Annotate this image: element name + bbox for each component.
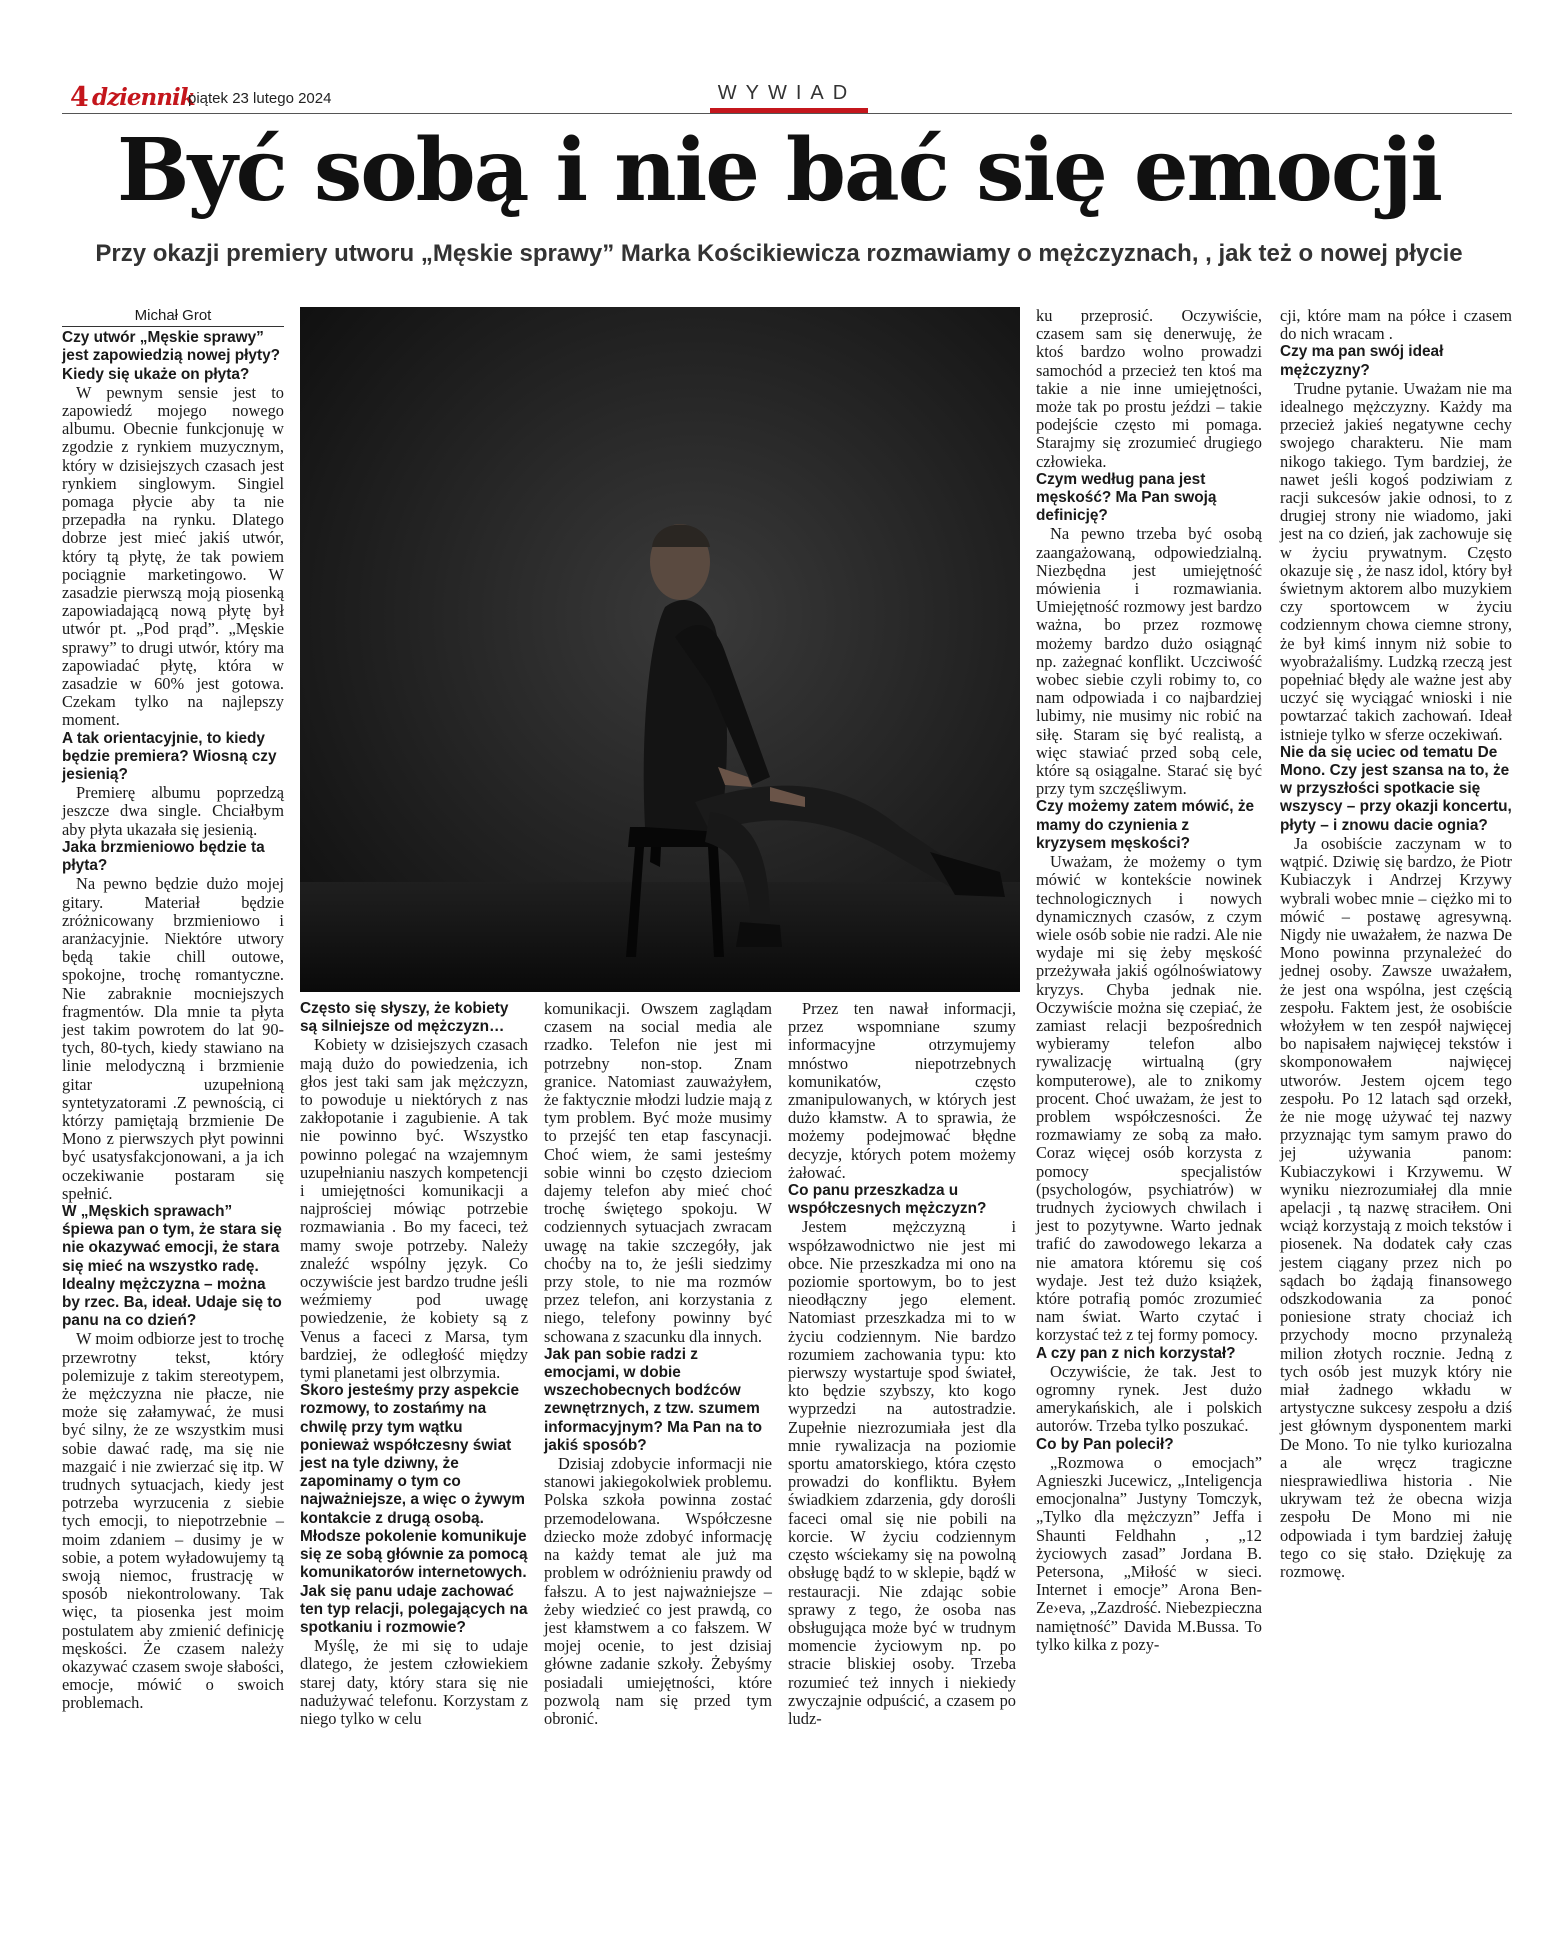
- byline: Michał Grot: [62, 307, 284, 327]
- column-5: [1036, 307, 1262, 1654]
- column-6: [1280, 307, 1512, 1581]
- column-4: [788, 1000, 1016, 1728]
- interview-answer: Oczywiście, że tak. Jest to ogromny rynek. Jest dużo amerykańskich, ale i polskich autorów. Trzeba tylko poszukać.: [1036, 1361, 1262, 1436]
- interview-question: Co by Pan polecił?: [1036, 1435, 1174, 1453]
- interview-question: Nie da się uciec od tematu De Mono. Czy jest szansa na to, że w przyszłości spotkacie się wszyscy – przy okazji koncertu, płyty – i znowu dacie ognia?: [1280, 743, 1512, 834]
- interview-answer: Uważam, że możemy o tym mówić w kontekście nowinek technologicznych i nowych dynamicznych czasów, z czym wiele osób sobie nie radzi. Ale nie wydaje mi się żeby męskość przeżywała jakiś ogólnoświatowy kryzys. Chyba jednak nie. Oczywiście można się czepiać, że zamiast relacji bezpośrednich wybieramy telefon albo rywalizację wirtualną (gry komputerowe), ale to znikomy procent. Choć uważam, że jest to problem współczesności. Że rozmawiamy ze sobą za mało. Coraz więcej osób korzysta z pomocy specjalistów (psychologów, psychiatrów) w trudnych życiowych chwilach i jest to pozytywne. Warto jednak trafić do zawodowego lekarza a nie amatora któremu się coś wydaje. Jest też dużo książek, które potrafią pomóc zrozumieć nam świat. Warto czytać i korzystać też z tej formy pomocy.: [1036, 852, 1262, 1345]
- column-1-text: [62, 329, 284, 1712]
- interview-question: Czy utwór „Męskie sprawy” jest zapowiedzią nowej płyty? Kiedy się ukaże on płyta?: [62, 329, 281, 383]
- column-1: [62, 307, 284, 1713]
- interview-question: Czy ma pan swój ideał mężczyzny?: [1280, 343, 1444, 379]
- interview-answer: komunikacji. Owszem zaglądam czasem na social media ale rzadko. Telefon nie jest mi potrzebny non-stop. Znam granice. Natomiast zauważyłem, że faktycznie młodzi ludzie mają z tym problem. Być może musimy to przejść ten etap fascynacji. Choć wiem, że sami jesteśmy sobie winni bo często dzieciom dajemy telefon aby mieć choć trochę świętego spokoju. W codziennych sytuacjach zwracam uwagę na takie szczegóły, jak choćby na to, że jeśli siedzimy przy stole, to nie ma rozmów przez telefon, ani korzystania z niego, telefony powinny być schowana z szacunku dla innych.: [544, 999, 772, 1346]
- article-subheadline: Przy okazji premiery utworu „Męskie sprawy” Marka Kościkiewicza rozmawiamy o mężczyznach, , jak też o nowej płycie: [95, 240, 1463, 267]
- interview-answer: ku przeprosić. Oczywiście, czasem sam się denerwuję, że ktoś bardzo wolno prowadzi samochód a przecież ten ktoś ma takie a nie inne umiejętności, może tak po prostu jeździ – takie podejście często mi pomaga. Starajmy się zrozumieć drugiego człowieka.: [1036, 306, 1262, 471]
- column-5-text: [1036, 307, 1262, 1654]
- interview-answer: Dzisiaj zdobycie informacji nie stanowi jakiegokolwiek problemu. Polska szkoła powinna zostać przemodelowana. Współczesne dziecko może zdobyć informację na każdy temat ale już ma problem w odróżnieniu prawdy od fałszu. A to jest najważniejsze – żeby wiedzieć co jest prawdą, co jest kłamstwem a co fałszem. W mojej ocenie, to jest dzisiaj główne zadanie szkoły. Żebyśmy posiadali umiejętności, które pozwolą nam się przed tym obronić.: [544, 1454, 772, 1728]
- interview-answer: Kobiety w dzisiejszych czasach mają dużo do powiedzenia, ich głos jest taki sam jak mężczyzn, to powoduje u niektórych z nas zakłopotanie i zagubienie. A tak nie powinno być. Wszystko powinno polegać na wzajemnym uzupełnianiu naszych kompetencji i umiejętności komunikacji a najprościej mówiąc potrzebie rozmawiania . Bo my faceci, też mamy swoje potrzeby. Należy znaleźć wspólny język. Co oczywiście jest bardzo trudne jeśli weźmiemy pod uwagę powiedzenie, że kobiety są z Venus a faceci z Marsa, tym bardziej, że odległość między tymi planetami jest olbrzymia.: [300, 1035, 528, 1383]
- column-2: [300, 1000, 528, 1728]
- interview-question: A czy pan z nich korzystał?: [1036, 1344, 1236, 1362]
- interview-question: Jak pan sobie radzi z emocjami, w dobie wszechobecnych bodźców zewnętrznych, z tzw. szumem informacyjnym? Ma Pan na to jakiś sposób?: [544, 1345, 763, 1454]
- interview-answer: Jestem mężczyzną i współzawodnictwo nie jest mi obce. Nie przeszkadza mi ono na poziomie sportowym, bo to jest nieodłączny jego element. Natomiast przeszkadza mi to w życiu codziennym. Nie bardzo rozumiem zachowania typu: kto pierwszy wystartuje spod świateł, kto będzie szybszy, kto kogo wyprzedzi na autostradzie. Zupełnie niezrozumiała jest dla mnie rywalizacja na poziomie sportu amatorskiego, która często prowadzi do konfliktu. Byłem świadkiem zdarzenia, gdy dorośli faceci omal się nie pobili na korcie. W życiu codziennym często wściekamy się na powolną obsługę bądź to w sklepie, bądź w restauracji. Nie zdając sobie sprawy z tego, że osoba nas obsługująca może być w trudnym momencie życiowym np. po stracie bliskiej osoby. Trzeba rozumieć też innych i niekiedy zwyczajnie odpuścić, a czasem po ludz-: [788, 1217, 1016, 1728]
- interview-question: Często się słyszy, że kobiety są silniejsze od mężczyzn…: [300, 1000, 509, 1036]
- column-3: [544, 1000, 772, 1728]
- interview-answer: Na pewno będzie dużo mojej gitary. Materiał będzie zróżnicowany brzmieniowo i aranżacyjnie. Niektóre utwory będą takie chill outowe, spokojne, trochę romantyczne. Nie zabraknie mocniejszych fragmentów. Dla mnie ta płyta jest takim powrotem do lat 90-tych, 80-tych, kiedy stawiano na linie melodyczną i brzmienie gitar uzupełnioną syntetyzatorami .Z pewnością, ci którzy pamiętają brzmienie De Mono z pierwszych płyt powinni być usatysfakcjonowani, a ja ich oczekiwanie postaram się spełnić.: [62, 874, 284, 1203]
- interview-question: Skoro jesteśmy przy aspekcie rozmowy, to zostańmy na chwilę przy tym wątku ponieważ współczesny świat jest na tyle dziwny, że zapominamy o tym co najważniejsze, a więc o żywym kontakcie z drugą osobą. Młodsze pokolenie komunikuje się ze sobą głównie za pomocą komunikatorów internetowych. Jak się panu udaje zachować ten typ relacji, polegających na spotkaniu i rozmowie?: [300, 1382, 528, 1636]
- interview-question: W „Męskich sprawach” śpiewa pan o tym, że stara się nie okazywać emocji, że stara się mieć na wszystko radę. Idealny mężczyzna – można by rzec. Ba, ideał. Udaje się to panu na co dzień?: [62, 1202, 282, 1330]
- interview-answer: „Rozmowa o emocjach” Agnieszki Jucewicz, „Inteligencja emocjonalna” Justyny Tomczyk, „Tylko dla mężczyzn” Jeffa i Shaunti Feldhahn , „12 życiowych zasad” Jordana B. Petersona, „Miłość w sieci. Internet i emocje” Arona Ben-Ze›eva, „Zazdrość. Niebezpieczna namiętność” Davida M.Bussa. To tylko kilka z pozy-: [1036, 1452, 1262, 1654]
- interview-question: A tak orientacyjnie, to kiedy będzie premiera? Wiosną czy jesienią?: [62, 729, 277, 784]
- interview-question: Czy możemy zatem mówić, że mamy do czynienia z kryzysem męskości?: [1036, 798, 1255, 852]
- interview-answer: Ja osobiście zaczynam w to wątpić. Dziwię się bardzo, że Piotr Kubiaczyk i Andrzej Krzywy wybrali wobec mnie – ciężko mi to mówić – postawę agresywną. Nigdy nie uważałem, że nazwa De Mono powinna przynależeć do jednej osoby. Zawsze uważałem, że jest ona wspólna, jest częścią zespołu. Faktem jest, że osobiście włożyłem w ten zespół najwięcej bo napisałem najwięcej tekstów i skomponowałem najwięcej utworów. Jestem ojcem tego zespołu. Po 12 latach sąd orzekł, że nie mogę używać tej nazwy przyznając tym samym prawo do jej używania panom: Kubiaczykowi i Krzywemu. W wyniku niezrozumiałej dla mnie apelacji , tą nazwę straciłem. Oni wciąż korzystają z moich tekstów i piosenek. Na dodatek cały czas jestem ciągany przez nich po sądach bo żądają finansowego odszkodowania za ponoć poniesione straty chociaż ich przychody mocno przynależą milion złotych rocznie. Jedną z tych osób jest muzyk który nie miał żadnego wkładu w artystyczne sukcesy zespołu a dziś jest głównym dysponentem marki De Mono. To nie tylko kuriozalna a ale wręcz tragiczne niesprawiedliwa historia . Nie ukrywam też że obecna wizja zespołu De Mono mi nie odpowiada i tym bardziej żałuję tego co się stało. Dziękuję za rozmowę.: [1280, 833, 1512, 1582]
- interview-answer: W moim odbiorze jest to trochę przewrotny tekst, który polemizuje z takim stereotypem, że mężczyzna nie płacze, nie może się załamywać, że musi być silny, że ze wszystkim musi sobie dawać radę, ma się nie mazgaić i nie zwierzać się itp. W trudnych sytuacjach, kiedy jest potrzeba wyrzucenia z siebie tych emocji, to niepotrzebnie – moim zdaniem – dusimy je w sobie, a potem wyładowujemy tą swoją niemoc, frustrację w sposób niekontrolowany. Tak więc, ta piosenka jest moim postulatem aby zmienić definicję męskości. Że czasem należy okazywać czasem swoje słabości, emocje, mówić o swoich problemach.: [62, 1329, 284, 1713]
- interview-answer: Na pewno trzeba być osobą zaangażowaną, odpowiedzialną. Niezbędna jest umiejętność mówienia i rozmawiania. Umiejętność rozmowy jest bardzo ważna, bo przez rozmowę możemy bardzo dużo osiągnąć np. zażegnać konflikt. Uczciwość wobec siebie czyli robimy to, co nam odpowiada i co najbardziej lubimy, nie musimy nic robić na siłę. Staram się być realistą, a więc stawiać przed sobą cele, które są osiągalne. Starać się być przy tym szczęśliwym.: [1036, 524, 1262, 799]
- interview-question: Co panu przeszkadza u współczesnych mężczyzn?: [788, 1182, 987, 1218]
- interview-answer: W pewnym sensie jest to zapowiedź mojego nowego albumu. Obecnie funkcjonuję w zgodzie z rynkiem muzycznym, który w dzisiejszych czasach jest rynkiem singlowym. Singiel pomaga płycie aby ta nie przepadła na rynku. Dlatego dobrze jest mieć jakiś utwór, który tą płytę, że tak powiem pociągnie marketingowo. W zasadzie pierwszą moją piosenką zapowiadającą nową płytę był utwór pt. „Pod prąd”. „Męskie sprawy” to drugi utwór, który ma zapowiadać płytę, która w zasadzie w 60% jest gotowa. Czekam tylko na najlepszy moment.: [62, 382, 284, 730]
- column-6-text: [1280, 307, 1512, 1581]
- masthead-divider: [62, 113, 1512, 114]
- page-number: 4: [70, 82, 89, 113]
- man-in-leather-jacket-on-chair-photo: [300, 307, 1020, 992]
- column-3-text: [544, 1000, 772, 1728]
- interview-answer: Premierę albumu poprzedzą jeszcze dwa single. Chciałbym aby płyta ukazała się jesienią.: [62, 783, 284, 839]
- interview-answer: Myślę, że mi się to udaje dlatego, że jestem człowiekiem starej daty, który stara się nie nadużywać telefonu. Korzystam z niego tylko w celu: [300, 1636, 528, 1728]
- interview-answer: cji, które mam na półce i czasem do nich wracam .: [1280, 306, 1512, 344]
- section-label: WYWIAD: [717, 82, 857, 104]
- column-4-text: [788, 1000, 1016, 1728]
- interview-answer: Trudne pytanie. Uważam nie ma idealnego mężczyzny. Każdy ma przecież jakieś negatywne cechy swojego charakteru. Nie mam nikogo takiego. Tym bardziej, że nawet jeśli kogoś podziwiam z racji sukcesów jakie odnosi, to z drugiej strony nie wiadomo, jaki jest na co dzień, jak zachowuje się w życiu prywatnym. Często okazuje się , że nasz idol, który był świetnym aktorem albo muzykiem czy sportowcem w życiu codziennym chowa ciemne strony, że był kimś innym niż sobie to wyobrażaliśmy. Ludzką rzeczą jest popełniać błędy ale ważne jest aby uczyć się wyciągać wnioski i nie powtarzać takich zachowań. Ideał istnieje tylko w sferze oczekiwań.: [1280, 378, 1512, 744]
- article-headline: Być sobą i nie bać się emocji: [116, 120, 1442, 221]
- masthead: [62, 82, 1512, 122]
- publication-date: piątek 23 lutego 2024: [188, 90, 332, 107]
- column-2-text: [300, 1000, 528, 1728]
- interview-question: Jaka brzmieniowo będzie ta płyta?: [62, 838, 265, 875]
- dziennik-logo: dziennik: [92, 84, 195, 111]
- interview-question: Czym według pana jest męskość? Ma Pan swoją definicję?: [1036, 470, 1217, 525]
- interview-answer: Przez ten nawał informacji, przez wspomniane szumy informacyjne otrzymujemy mnóstwo niepotrzebnych komunikatów, często zmanipulowanych, w których jest dużo kłamstw. A to sprawia, że możemy podejmować błędne decyzje, których potem możemy żałować.: [788, 999, 1016, 1182]
